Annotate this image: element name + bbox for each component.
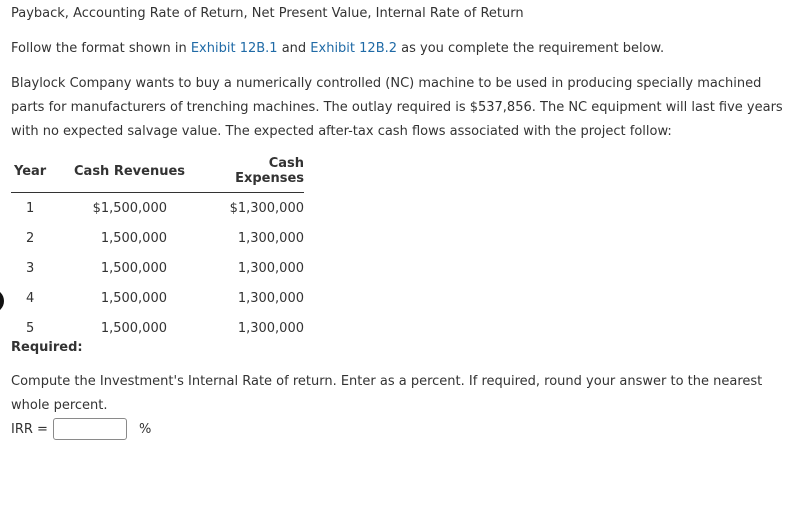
row-cash-revenues: 1,500,000	[100, 230, 167, 246]
side-marker	[0, 289, 4, 313]
exhibit-12b2-link[interactable]: Exhibit 12B.2	[310, 41, 398, 56]
format-instruction-prefix: Follow the format shown in	[11, 41, 191, 56]
required-heading: Required:	[11, 340, 83, 355]
format-instruction-suffix: as you complete the requirement below.	[397, 41, 665, 56]
table-row	[11, 223, 304, 253]
table-row	[11, 313, 304, 343]
problem-description: Blaylock Company wants to buy a numerically controlled (NC) machine to be used in producing specially machined parts for manufacturers of trenching machines. The outlay required is $537,856. The NC equipment will last five years with no expected salvage value. The expected after-tax cash flows associated with the project follow:	[11, 76, 783, 139]
requirement-instruction: Compute the Investment's Internal Rate of return. Enter as a percent. If required, round your answer to the nearest whole percent.	[11, 374, 763, 413]
format-instruction-mid: and	[277, 41, 311, 56]
table-row	[11, 253, 304, 283]
table-row	[11, 283, 304, 313]
row-cash-revenues: 1,500,000	[100, 260, 167, 276]
irr-label: IRR =	[11, 421, 48, 437]
percent-unit: %	[138, 421, 152, 437]
format-instruction	[11, 41, 664, 56]
header-year: Year	[11, 152, 74, 193]
irr-answer-row	[11, 418, 151, 440]
table-row	[11, 193, 304, 224]
row-cash-revenues: $1,500,000	[92, 200, 167, 216]
irr-input[interactable]	[53, 418, 127, 440]
row-cash-expenses: $1,300,000	[229, 200, 304, 216]
row-cash-revenues: 1,500,000	[100, 320, 167, 336]
header-cash-expenses: Cash Expenses	[202, 152, 304, 193]
table-header-row	[11, 152, 304, 193]
row-cash-expenses: 1,300,000	[237, 230, 304, 246]
page-title: Payback, Accounting Rate of Return, Net Present Value, Internal Rate of Return	[11, 6, 524, 21]
row-year: 3	[26, 260, 35, 276]
cash-flow-table	[11, 152, 304, 343]
row-year: 4	[26, 290, 35, 306]
row-cash-revenues: 1,500,000	[100, 290, 167, 306]
row-cash-expenses: 1,300,000	[237, 260, 304, 276]
row-cash-expenses: 1,300,000	[237, 320, 304, 336]
row-cash-expenses: 1,300,000	[237, 290, 304, 306]
row-year: 5	[26, 320, 35, 336]
row-year: 2	[26, 230, 35, 246]
row-year: 1	[26, 200, 35, 216]
exhibit-12b1-link[interactable]: Exhibit 12B.1	[190, 41, 278, 56]
header-cash-revenues: Cash Revenues	[74, 152, 202, 193]
